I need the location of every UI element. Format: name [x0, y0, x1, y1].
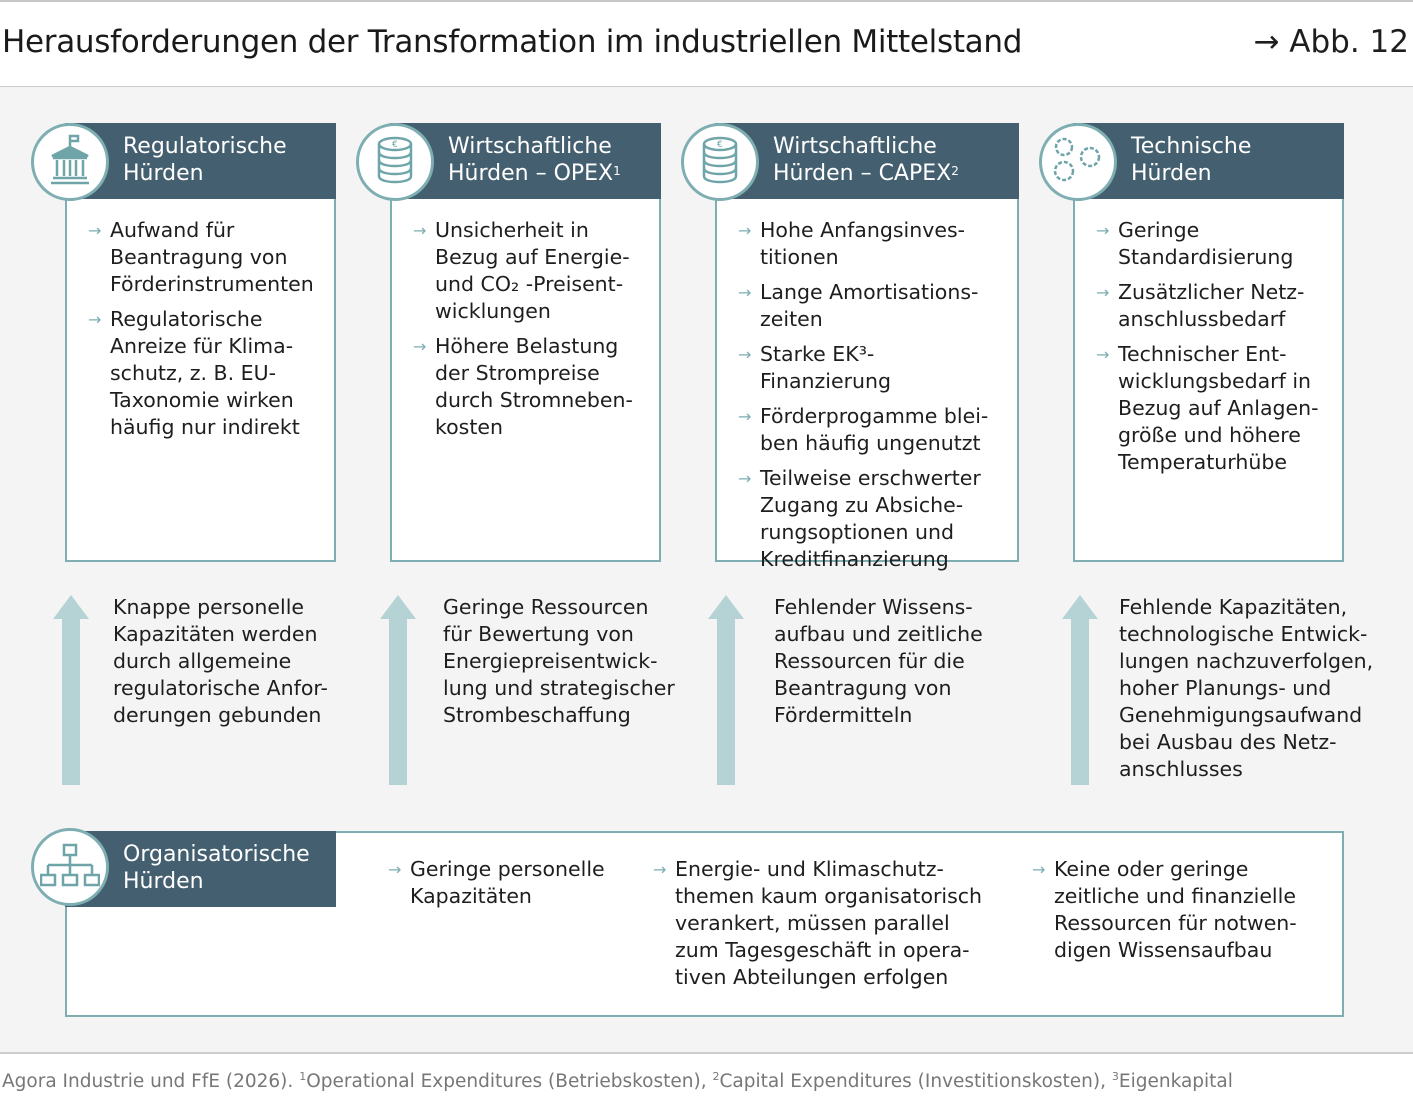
barrier-title-line2 — [448, 160, 661, 187]
svg-text:€: € — [717, 140, 723, 150]
barrier-header — [715, 123, 1019, 199]
barrier-title-line2 — [123, 160, 336, 187]
barrier-list — [413, 217, 644, 449]
barrier-icon-circle — [356, 123, 434, 201]
fn2: Capital Expenditures (Investitionskosten), — [719, 1071, 1106, 1093]
barrier-icon-circle — [1039, 123, 1117, 201]
barrier-title-line1: Regulatorische — [123, 134, 287, 159]
barrier-title-line1: Wirtschaftliche — [448, 134, 612, 159]
org-item: → Energie- und Klimaschutz-themen kaum organisatorisch verankert, müssen parallel zum Tagesgeschäft in opera-tiven Abteilungen erfolgen — [653, 856, 993, 991]
fn2-marker: 2 — [712, 1070, 720, 1083]
barrier-item: → Starke EK³-Finanzierung — [738, 341, 1002, 395]
footnote — [2, 1070, 1233, 1092]
barrier-item: → Höhere Belastung der Strompreise durch Stromneben-kosten — [413, 333, 644, 441]
up-arrow-icon — [1062, 595, 1098, 785]
barrier-title-text: Hürden — [123, 161, 204, 186]
org-list-2 — [653, 856, 993, 999]
org-title-line1: Organisatorische — [123, 842, 310, 867]
government-building-icon — [50, 134, 90, 190]
org-chart-icon — [40, 842, 100, 892]
fn1-marker: 1 — [299, 1070, 307, 1083]
barrier-item: → Teilweise erschwerter Zugang zu Absiche-rungsoptionen und Kreditfinanzierung — [738, 465, 1002, 573]
barrier-item: → Zusätzlicher Netz-anschlussbedarf — [1096, 279, 1327, 333]
up-arrow-icon — [708, 595, 744, 785]
barrier-title-line2 — [773, 160, 1019, 187]
org-list-1 — [388, 856, 618, 918]
barrier-title-line2 — [1131, 160, 1344, 187]
barrier-list — [1096, 217, 1327, 484]
euro-coins-icon — [375, 135, 415, 189]
org-list-3 — [1032, 856, 1322, 972]
cause-text: Fehlender Wissens- aufbau und zeitliche Ressourcen für die Beantragung von Fördermitteln — [774, 595, 983, 727]
barrier-list — [88, 217, 319, 449]
footnote-marker: 1 — [613, 164, 621, 178]
org-item: → Geringe personelle Kapazitäten — [388, 856, 618, 910]
cause-text: Geringe Ressourcen für Bewertung von Energiepreisentwick- lung und strategischer Strombeschaffung — [443, 595, 675, 727]
org-title-line2: Hürden — [123, 869, 204, 894]
barrier-title-text: Hürden – CAPEX — [773, 161, 952, 186]
fn3-marker: 3 — [1111, 1070, 1119, 1083]
source: Agora Industrie und FfE (2026). — [2, 1071, 294, 1093]
top-rule — [0, 0, 1413, 2]
barrier-title-line1: Technische — [1131, 134, 1252, 159]
svg-text:€: € — [392, 140, 398, 150]
cause-text: Fehlende Kapazitäten, technologische Entwick- lungen nachzuverfolgen, hoher Planungs- und Genehmigungsaufwand bei Ausbau des Netz- anschlusses — [1119, 595, 1374, 781]
barrier-title-line1: Wirtschaftliche — [773, 134, 937, 159]
barrier-item: → Aufwand für Beantragung von Förderinstrumenten — [88, 217, 319, 298]
figure-reference: → Abb. 12 — [1253, 24, 1409, 60]
org-item: → Keine oder geringe zeitliche und finanzielle Ressourcen für notwen-digen Wissensaufbau — [1032, 856, 1322, 964]
up-arrow-icon — [53, 595, 89, 785]
fn1: Operational Expenditures (Betriebskosten), — [306, 1071, 707, 1093]
cause-text: Knappe personelle Kapazitäten werden durch allgemeine regulatorische Anfor- derungen gebunden — [113, 595, 328, 727]
barrier-icon-circle — [31, 123, 109, 201]
gears-icon — [1050, 135, 1106, 189]
barrier-list — [738, 217, 1002, 581]
up-arrow-icon — [380, 595, 416, 785]
barrier-item: → Hohe Anfangsinves-titionen — [738, 217, 1002, 271]
barrier-item: → Regulatorische Anreize für Klima-schutz, z. B. EU-Taxonomie wirken häufig nur indirekt — [88, 306, 319, 441]
barrier-item: → Unsicherheit in Bezug auf Energie-und CO₂ -Preisent-wicklungen — [413, 217, 644, 325]
barrier-title-text: Hürden – OPEX — [448, 161, 614, 186]
barrier-item: → Förderprogamme blei-ben häufig ungenutzt — [738, 403, 1002, 457]
fn3: Eigenkapital — [1118, 1071, 1233, 1093]
barrier-item: → Lange Amortisations-zeiten — [738, 279, 1002, 333]
barrier-icon-circle — [681, 123, 759, 201]
barrier-item: → Geringe Standardisierung — [1096, 217, 1327, 271]
footnote-marker: 2 — [951, 164, 959, 178]
org-circle — [31, 828, 109, 906]
barrier-title-text: Hürden — [1131, 161, 1212, 186]
page-title: Herausforderungen der Transformation im industriellen Mittelstand — [2, 24, 1023, 60]
euro-coins-icon — [700, 135, 740, 189]
barrier-item: → Technischer Ent-wicklungsbedarf in Bezug auf Anlagen-größe und höhere Temperaturhübe — [1096, 341, 1327, 476]
